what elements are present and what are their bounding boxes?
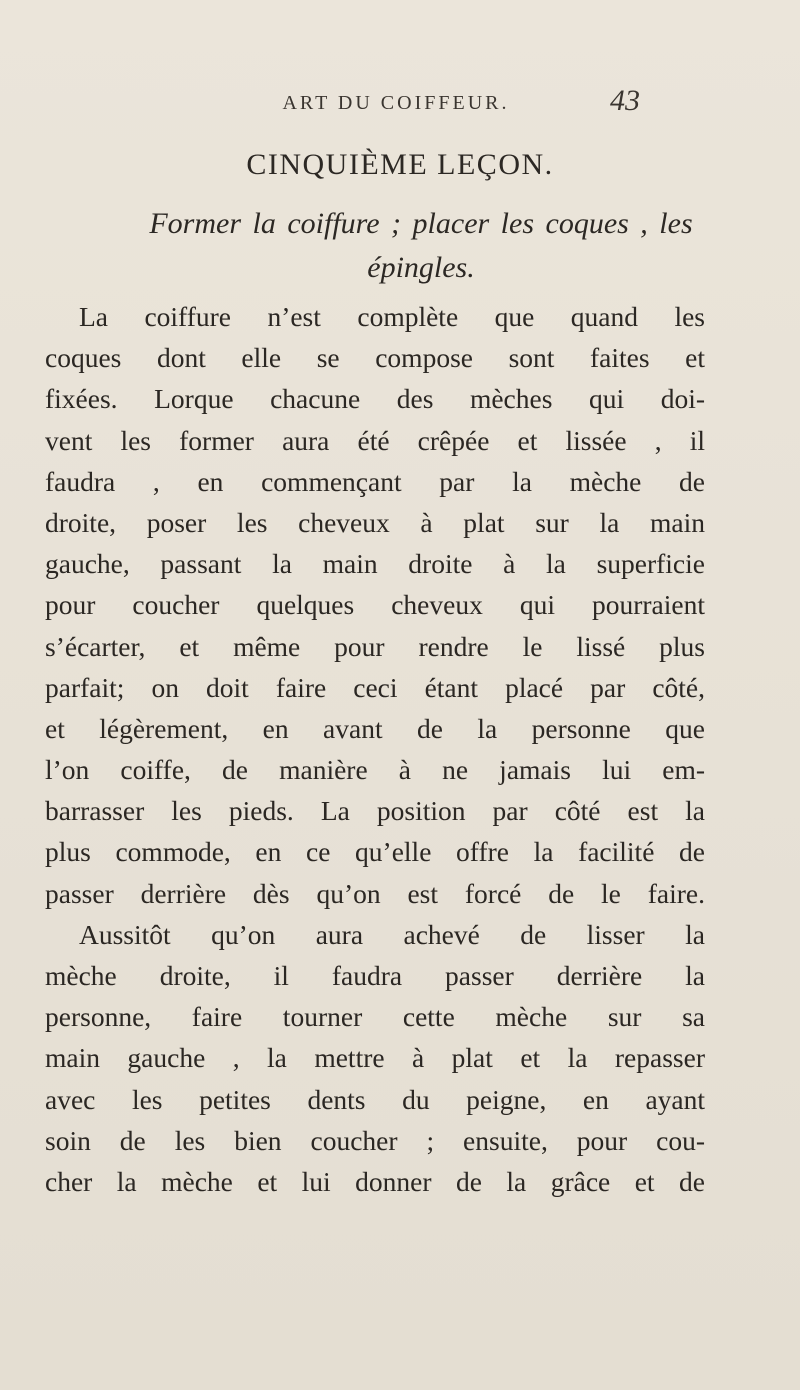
text-line: personne, faire tourner cette mèche sur sa	[45, 1001, 705, 1033]
text-line: droite, poser les cheveux à plat sur la main	[45, 506, 705, 538]
text-line: faudra , en commençant par la mèche de	[45, 465, 705, 497]
text-line: avec les petites dents du peigne, en ayant	[45, 1083, 705, 1115]
text-line: La coiffure n’est complète que quand les	[79, 301, 705, 332]
text-line: fixées. Lorque chacune des mèches qui doi-	[45, 383, 705, 415]
chapter-subtitle	[96, 202, 746, 290]
text-line: main gauche , la mettre à plat et la repasser	[45, 1042, 705, 1074]
text-line: s’écarter, et même pour rendre le lissé plus	[45, 630, 705, 662]
text-line: coques dont elle se compose sont faites et	[45, 342, 705, 374]
text-line: cher la mèche et lui donner de la grâce et de	[45, 1165, 705, 1197]
text-line: et légèrement, en avant de la personne que	[45, 712, 705, 744]
text-line: gauche, passant la main droite à la superficie	[45, 548, 705, 580]
text-line: plus commode, en ce qu’elle offre la facilité de	[45, 836, 705, 868]
text-line: mèche droite, il faudra passer derrière la	[45, 960, 705, 991]
text-line: l’on coiffe, de manière à ne jamais lui em-	[45, 754, 705, 786]
running-head: ART DU COIFFEUR.	[282, 92, 510, 114]
text-line: vent les former aura été crêpée et lissée , il	[45, 424, 705, 456]
page-number: 43	[610, 84, 640, 117]
text-line: soin de les bien coucher ; ensuite, pour cou-	[45, 1124, 705, 1156]
subtitle-line: épingles.	[367, 251, 475, 284]
body-text	[45, 296, 705, 1202]
text-line: pour coucher quelques cheveux qui pourraient	[45, 589, 705, 621]
chapter-title: CINQUIÈME LEÇON.	[246, 148, 554, 181]
text-line: parfait; on doit faire ceci étant placé par côté,	[45, 671, 705, 703]
subtitle-line: Former la coiffure ; placer les coques , les	[149, 207, 693, 240]
page-header	[0, 84, 800, 124]
text-line: barrasser les pieds. La position par côté est la	[45, 795, 705, 827]
text-line: passer derrière dès qu’on est forcé de le faire.	[45, 877, 705, 909]
text-line: Aussitôt qu’on aura achevé de lisser la	[79, 918, 705, 950]
